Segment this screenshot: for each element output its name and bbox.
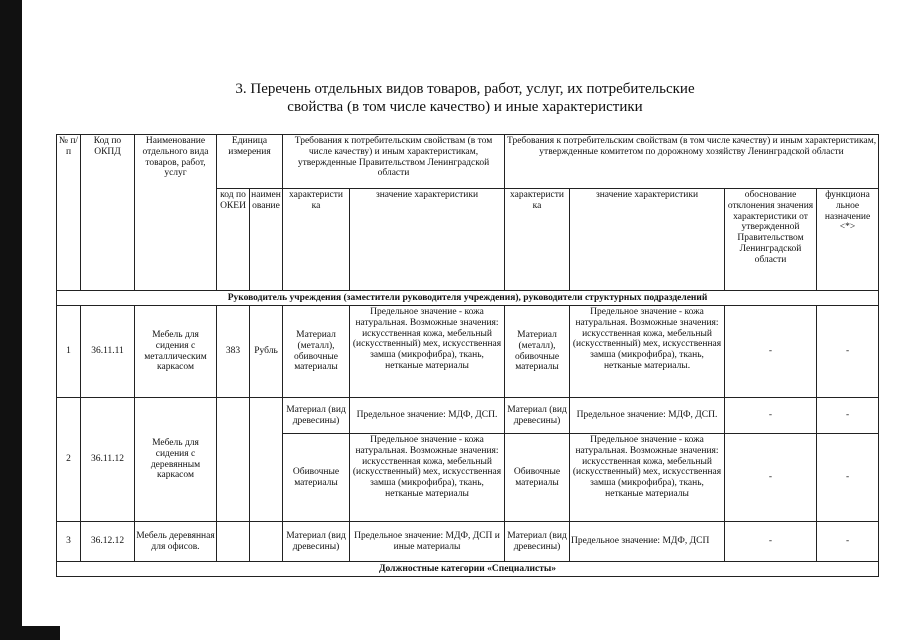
header-committee-requirements: Требования к потребительским свойствам (в том числе качеству) и иным характеристикам, утвержденные комитетом по дорожному хозяйству Ленинградской области	[505, 135, 879, 189]
header-gov-requirements: Требования к потребительским свойствам (в том числе качеству) и иным характеристикам, утвержденные Правительством Ленинградской области	[283, 135, 505, 189]
row1-okei: 383	[217, 306, 250, 398]
header-okei-code: код по ОКЕИ	[217, 189, 250, 291]
section-row-specialists	[57, 562, 879, 577]
table-row-2a	[57, 398, 879, 434]
title-line-1: 3. Перечень отдельных видов товаров, работ, услуг, их потребительские	[235, 81, 695, 97]
row3-okei	[217, 522, 250, 562]
row1-com-char: Материал (металл), обивочные материалы	[505, 306, 570, 398]
header-unit: Единица измерения	[217, 135, 283, 189]
row2b-function: -	[817, 434, 879, 522]
row2b-gov-value: Предельное значение - кожа натуральная. Возможные значения: искусственная кожа, мебельный (искусственный) мех, искусственная замша (микрофибра), ткань, нетканые материалы	[350, 434, 505, 522]
row3-function: -	[817, 522, 879, 562]
header-okpd: Код по ОКПД	[81, 135, 135, 291]
row3-gov-char: Материал (вид древесины)	[283, 522, 350, 562]
row1-gov-char: Материал (металл), обивочные материалы	[283, 306, 350, 398]
goods-requirements-table	[56, 134, 879, 577]
row3-justification: -	[725, 522, 817, 562]
row1-com-value: Предельное значение - кожа натуральная. Возможные значения: искусственная кожа, мебельный (искусственный) мех, искусственная замша (микрофибра), ткань, нетканые материалы.	[570, 306, 725, 398]
row2b-com-char: Обивочные материалы	[505, 434, 570, 522]
row3-okpd: 36.12.12	[81, 522, 135, 562]
header-function: функциона льное назначение <*>	[817, 189, 879, 291]
header-com-value: значение характеристики	[570, 189, 725, 291]
row2a-gov-value: Предельное значение: МДФ, ДСП.	[350, 398, 505, 434]
row3-gov-value: Предельное значение: МДФ, ДСП и иные материалы	[350, 522, 505, 562]
row1-function: -	[817, 306, 879, 398]
row2-num: 2	[57, 398, 81, 522]
header-gov-value: значение характеристики	[350, 189, 505, 291]
title-line-2: свойства (в том числе качество) и иные характеристики	[287, 99, 643, 115]
section-row-managers	[57, 291, 879, 306]
section-managers: Руководитель учреждения (заместители руководителя учреждения), руководители структурных подразделений	[57, 291, 879, 306]
table-row-3	[57, 522, 879, 562]
header-com-characteristic: характеристи ка	[505, 189, 570, 291]
row3-name: Мебель деревянная для офисов.	[135, 522, 217, 562]
row1-justification: -	[725, 306, 817, 398]
row2-name: Мебель для сидения с деревянным каркасом	[135, 398, 217, 522]
header-unit-name: наимен ование	[250, 189, 283, 291]
row3-com-char: Материал (вид древесины)	[505, 522, 570, 562]
row2-unit	[250, 398, 283, 522]
section-specialists: Должностные категории «Специалисты»	[57, 562, 879, 577]
row3-num: 3	[57, 522, 81, 562]
row2-okpd: 36.11.12	[81, 398, 135, 522]
row2b-gov-char: Обивочные материалы	[283, 434, 350, 522]
row2a-justification: -	[725, 398, 817, 434]
row1-name: Мебель для сидения с металлическим каркасом	[135, 306, 217, 398]
scan-dark-edge	[0, 0, 22, 640]
row2b-justification: -	[725, 434, 817, 522]
row3-com-value: Предельное значение: МДФ, ДСП	[570, 522, 725, 562]
page-title	[180, 80, 750, 116]
row2a-com-char: Материал (вид древесины)	[505, 398, 570, 434]
row3-unit	[250, 522, 283, 562]
header-num: № п/п	[57, 135, 81, 291]
row1-okpd: 36.11.11	[81, 306, 135, 398]
row1-num: 1	[57, 306, 81, 398]
table-row-1	[57, 306, 879, 398]
scan-dark-corner	[0, 626, 60, 640]
header-justification: обоснование отклонения значения характеристики от утвержденной Правительством Ленинградской области	[725, 189, 817, 291]
row2b-com-value: Предельное значение - кожа натуральная. Возможные значения: искусственная кожа, мебельный (искусственный) мех, искусственная замша (микрофибра), ткань, нетканые материалы	[570, 434, 725, 522]
row2a-com-value: Предельное значение: МДФ, ДСП.	[570, 398, 725, 434]
header-gov-characteristic: характеристи ка	[283, 189, 350, 291]
header-row-1	[57, 135, 879, 189]
row2a-gov-char: Материал (вид древесины)	[283, 398, 350, 434]
header-name: Наименование отдельного вида товаров, работ, услуг	[135, 135, 217, 291]
row2-okei	[217, 398, 250, 522]
row1-unit: Рубль	[250, 306, 283, 398]
row2a-function: -	[817, 398, 879, 434]
row1-gov-value: Предельное значение - кожа натуральная. Возможные значения: искусственная кожа, мебельный (искусственный) мех, искусственная замша (микрофибра), ткань, нетканые материалы	[350, 306, 505, 398]
